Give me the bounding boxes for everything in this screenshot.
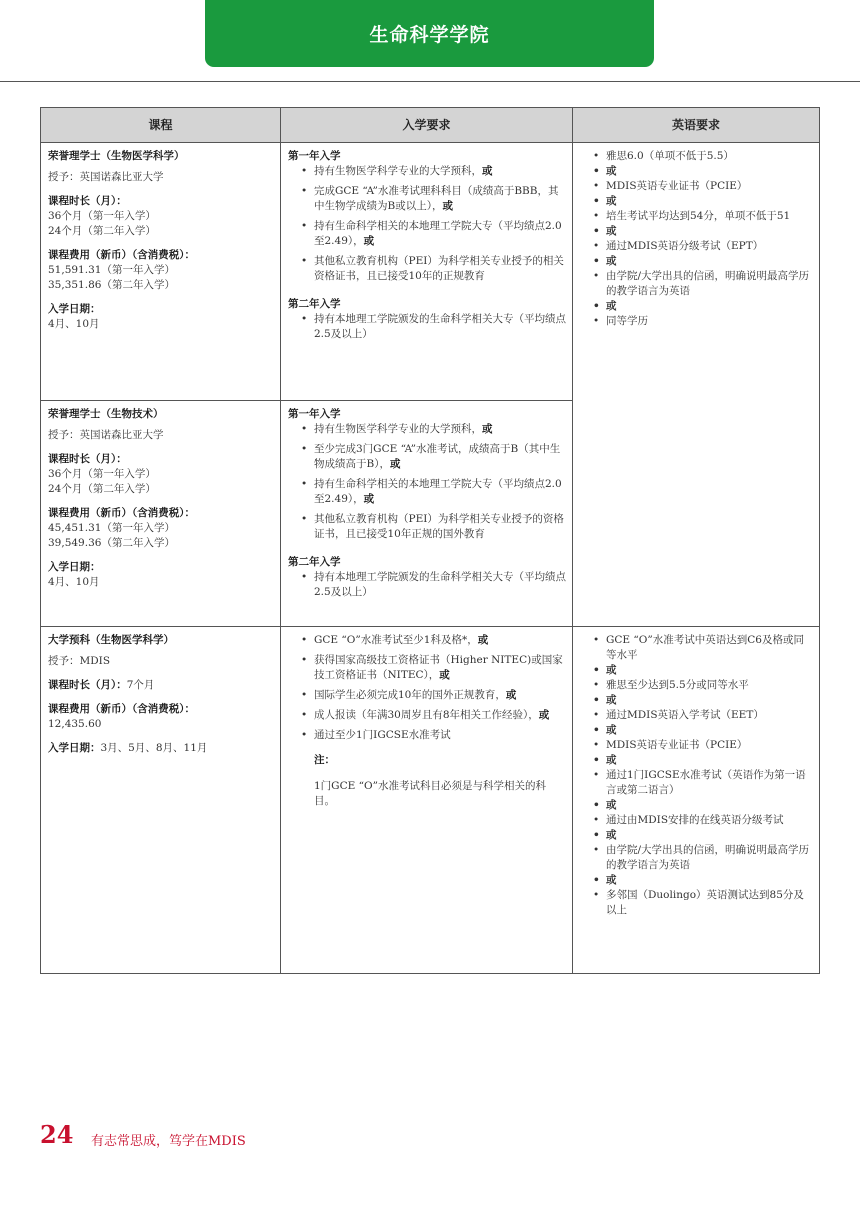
list-item: • 持有生命科学相关的本地理工学院大专（平均绩点2.0至2.49），或	[288, 477, 566, 507]
section-header-tab	[205, 0, 654, 67]
fee-label: 课程费用（新币）（含消费税）：	[48, 703, 195, 715]
list-item: • 雅思至少达到5.5分或同等水平	[580, 678, 813, 693]
duration-label: 课程时长（月）：	[48, 679, 127, 691]
fee-line: 12,435.60	[48, 718, 102, 730]
list-item: • 培生考试平均达到54分，单项不低于51	[580, 209, 813, 224]
list-item: • 持有生物医学科学专业的大学预科，或	[288, 164, 566, 179]
course-title: 大学预科（生物医学科学）	[48, 634, 174, 646]
note-label: 注：	[314, 754, 335, 766]
column-header-english: 英语要求	[573, 108, 820, 143]
or-separator: • 或	[580, 798, 813, 813]
or-separator: • 或	[580, 873, 813, 888]
fee-line: 45,451.31（第一年入学）	[48, 522, 175, 534]
year2-label: 第二年入学	[288, 556, 341, 568]
duration-line: 24个月（第二年入学）	[48, 225, 156, 237]
column-header-admission: 入学要求	[281, 108, 573, 143]
header-divider	[0, 81, 860, 82]
or-separator: • 或	[580, 254, 813, 269]
list-item: • 由学院/大学出具的信函，明确说明最高学历的教学语言为英语	[580, 269, 813, 299]
list-item: • 成人报读（年满30周岁且有8年相关工作经验），或	[288, 708, 566, 723]
list-item: • MDIS英语专业证书（PCIE）	[580, 179, 813, 194]
or-separator: • 或	[580, 663, 813, 678]
english-cell	[573, 143, 820, 627]
section-title: 生命科学学院	[369, 24, 490, 46]
duration-value: 7个月	[126, 679, 155, 691]
fee-line: 39,549.36（第二年入学）	[48, 537, 175, 549]
intake-label: 入学日期：	[48, 742, 101, 754]
list-item: • 获得国家高级技工资格证书（Higher NITEC)或国家技工资格证书（NITEC），或	[288, 653, 566, 683]
course-title: 荣誉理学士（生物技术）	[48, 408, 164, 420]
list-item: • GCE “O”水准考试至少1科及格*，或	[288, 633, 566, 648]
list-item: • 持有生命科学相关的本地理工学院大专（平均绩点2.0至2.49），或	[288, 219, 566, 249]
intake-label: 入学日期：	[48, 561, 101, 573]
year2-label: 第二年入学	[288, 298, 341, 310]
admission-cell	[281, 627, 573, 974]
table-row	[41, 143, 820, 401]
intake-value: 4月、10月	[48, 318, 100, 330]
column-header-course: 课程	[41, 108, 281, 143]
list-item: • 通过MDIS英语入学考试（EET）	[580, 708, 813, 723]
or-separator: • 或	[580, 164, 813, 179]
fee-line: 35,351.86（第二年入学）	[48, 279, 175, 291]
table-row	[41, 627, 820, 974]
intake-label: 入学日期：	[48, 303, 101, 315]
english-cell	[573, 627, 820, 974]
or-separator: • 或	[580, 723, 813, 738]
note-text: 1门GCE “O”水准考试科目必须是与科学相关的科目。	[314, 779, 546, 807]
year1-label: 第一年入学	[288, 150, 341, 162]
duration-line: 24个月（第二年入学）	[48, 483, 156, 495]
list-item: • 通过1门IGCSE水准考试（英语作为第一语言或第二语言）	[580, 768, 813, 798]
list-item: • 完成GCE “A”水准考试理科科目（成绩高于BBB，其中生物学成绩为B或以上），或	[288, 184, 566, 214]
fee-label: 课程费用（新币）（含消费税）：	[48, 249, 195, 261]
or-separator: • 或	[580, 299, 813, 314]
fee-label: 课程费用（新币）（含消费税）：	[48, 507, 195, 519]
admission-cell	[281, 401, 573, 627]
intake-value: 3月、5月、8月、11月	[100, 742, 208, 754]
list-item: • GCE “O”水准考试中英语达到C6及格或同等水平	[580, 633, 813, 663]
duration-line: 36个月（第一年入学）	[48, 210, 156, 222]
duration-line: 36个月（第一年入学）	[48, 468, 156, 480]
list-item: • 同等学历	[580, 314, 813, 329]
list-item: • 通过至少1门IGCSE水准考试	[288, 728, 566, 743]
list-item: • 通过由MDIS安排的在线英语分级考试	[580, 813, 813, 828]
list-item: • 持有本地理工学院颁发的生命科学相关大专（平均绩点2.5及以上）	[288, 570, 566, 600]
or-separator: • 或	[580, 753, 813, 768]
course-award: 授予：英国诺森比亚大学	[48, 171, 164, 183]
table-header-row	[41, 108, 820, 143]
requirements-table	[40, 107, 820, 974]
list-item: • 国际学生必须完成10年的国外正规教育，或	[288, 688, 566, 703]
course-award: 授予：MDIS	[48, 655, 111, 667]
intake-value: 4月、10月	[48, 576, 100, 588]
course-cell	[41, 627, 281, 974]
page-number: 24	[40, 1120, 74, 1149]
or-separator: • 或	[580, 693, 813, 708]
or-separator: • 或	[580, 224, 813, 239]
list-item: • 多邻国（Duolingo）英语测试达到85分及以上	[580, 888, 813, 918]
duration-label: 课程时长（月）：	[48, 195, 127, 207]
list-item: • 由学院/大学出具的信函，明确说明最高学历的教学语言为英语	[580, 843, 813, 873]
list-item: • 雅思6.0（单项不低于5.5）	[580, 149, 813, 164]
course-cell	[41, 401, 281, 627]
list-item: • 通过MDIS英语分级考试（EPT）	[580, 239, 813, 254]
or-separator: • 或	[580, 194, 813, 209]
course-title: 荣誉理学士（生物医学科学）	[48, 150, 185, 162]
duration-label: 课程时长（月）：	[48, 453, 127, 465]
list-item: • 持有本地理工学院颁发的生命科学相关大专（平均绩点2.5及以上）	[288, 312, 566, 342]
course-cell	[41, 143, 281, 401]
list-item: • 其他私立教育机构（PEI）为科学相关专业授予的资格证书，且已接受10年正规的国外教育	[288, 512, 566, 542]
list-item: • 至少完成3门GCE “A”水准考试，成绩高于B（其中生物成绩高于B），或	[288, 442, 566, 472]
list-item: • 持有生物医学科学专业的大学预科，或	[288, 422, 566, 437]
admission-cell	[281, 143, 573, 401]
fee-line: 51,591.31（第一年入学）	[48, 264, 175, 276]
course-award: 授予：英国诺森比亚大学	[48, 429, 164, 441]
footer-slogan: 有志常思成，笃学在MDIS	[91, 1134, 246, 1149]
list-item: • MDIS英语专业证书（PCIE）	[580, 738, 813, 753]
list-item: • 其他私立教育机构（PEI）为科学相关专业授予的相关资格证书，且已接受10年的正规教育	[288, 254, 566, 284]
or-separator: • 或	[580, 828, 813, 843]
year1-label: 第一年入学	[288, 408, 341, 420]
